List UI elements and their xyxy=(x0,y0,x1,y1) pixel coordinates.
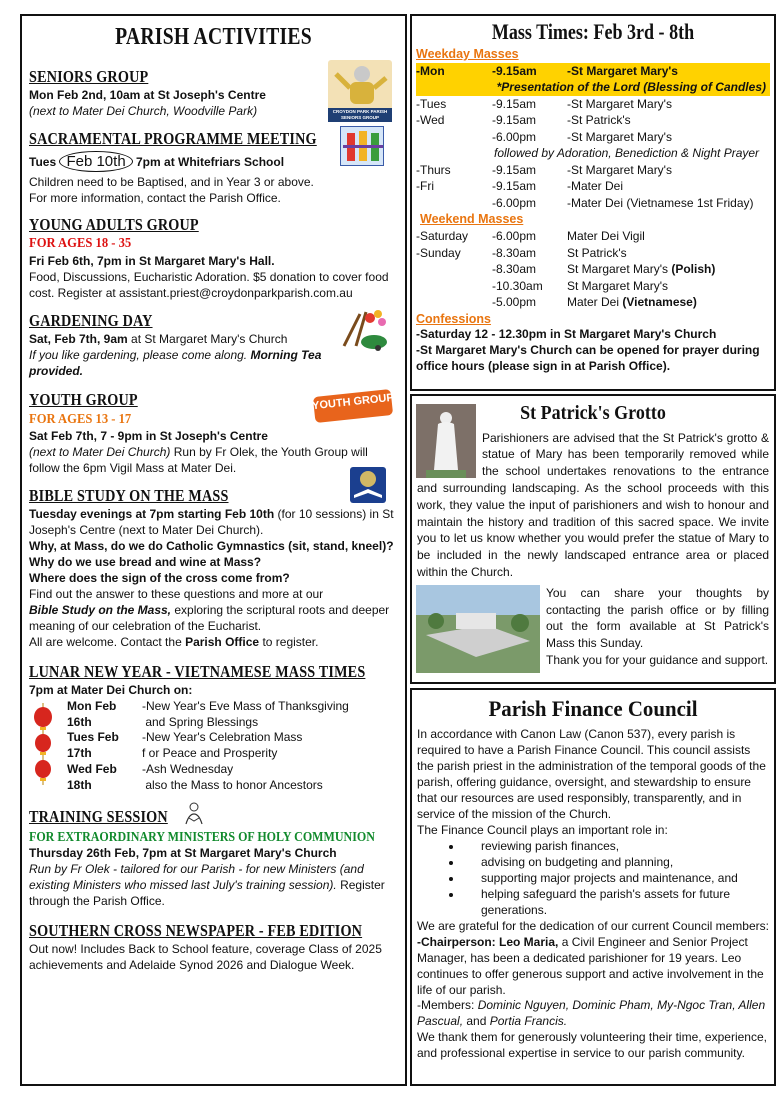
mass-time xyxy=(492,294,567,311)
mass-row xyxy=(416,162,770,179)
church-open-note: -St Margaret Mary's Church can be opened for prayer during office hours (please sign in at Parish Office). xyxy=(416,343,760,374)
finance-role-intro: The Finance Council plays an important role in: xyxy=(417,822,668,837)
finance-role-item: • supporting major projects and maintenance, and xyxy=(463,871,769,887)
seniors-section xyxy=(29,60,398,120)
lunar-row: Wed Feb 18th -Ash Wednesday also the Mass to honor Ancestors xyxy=(67,762,323,793)
youth-section xyxy=(29,383,398,477)
mass-place-text: -Mater Dei (Vietnamese 1st Friday) xyxy=(567,195,754,210)
finance-members: -Members: Dominic Nguyen, Dominic Pham, My-Ngoc Tran, Allen Pascual, and Portia Francis. xyxy=(417,998,766,1029)
mass-place xyxy=(567,278,770,295)
mass-place xyxy=(567,228,770,245)
mass-time xyxy=(492,261,567,278)
mass-day xyxy=(416,162,492,179)
mass-time-text: -9.15am xyxy=(492,162,537,177)
mass-place xyxy=(567,129,770,146)
mass-row xyxy=(416,96,770,113)
mass-time-text: -6.00pm xyxy=(492,129,537,144)
grotto-thanks: Thank you for your guidance and support. xyxy=(546,652,769,667)
young-adults-heading: YOUNG ADULTS GROUP xyxy=(29,214,199,234)
mass-place-text: -St Patrick's xyxy=(567,113,631,128)
newspaper-section xyxy=(29,914,398,974)
mass-day xyxy=(416,195,492,212)
bible-icon xyxy=(350,467,386,503)
mass-time xyxy=(492,278,567,295)
mass-day-text: -Sunday xyxy=(416,245,461,260)
mass-day xyxy=(416,294,492,311)
mass-row xyxy=(416,245,770,262)
lunar-subheading: 7pm at Mater Dei Church on: xyxy=(29,682,193,697)
communion-hands-icon xyxy=(183,802,205,826)
seniors-group-image xyxy=(328,60,392,122)
weekday-mass-list xyxy=(416,63,770,212)
bible-question-1: Why, at Mass, do we do Catholic Gymnastics (sit, stand, kneel)? xyxy=(29,538,394,553)
mass-day xyxy=(416,112,492,129)
parish-activities-panel xyxy=(20,14,407,1086)
weekday-heading: Weekday Masses xyxy=(416,47,519,62)
seniors-location-note: (next to Mater Dei Church, Woodville Park) xyxy=(29,103,258,118)
finance-roles-list xyxy=(455,839,769,919)
mass-time xyxy=(492,112,567,129)
lunar-section xyxy=(29,655,398,795)
mass-row xyxy=(416,278,770,295)
mass-time xyxy=(492,228,567,245)
bible-register: All are welcome. Contact the Parish Office to register. xyxy=(29,634,319,649)
bible-body-1: Find out the answer to these questions and more at our xyxy=(29,586,324,601)
lunar-row: Mon Feb 16th -New Year's Eve Mass of Thanksgiving and Spring Blessings xyxy=(67,698,349,729)
gardening-when: Sat, Feb 7th, 9am at St Margaret Mary's Church xyxy=(29,331,288,346)
bible-when: Tuesday evenings at 7pm starting Feb 10th (for 10 sessions) in St Joseph's Centre (next to Mater Dei Church). xyxy=(29,507,394,538)
youth-when: Sat Feb 7th, 7 - 9pm in St Joseph's Centre xyxy=(29,429,268,444)
finance-grateful: We are grateful for the dedication of our current Council members: xyxy=(417,918,769,933)
confessions-time: -Saturday 12 - 12.30pm in St Margaret Mary's Church xyxy=(416,327,717,342)
mass-time-text: -9.15am xyxy=(492,179,537,194)
mass-place-note: (Vietnamese) xyxy=(622,295,697,309)
training-heading: TRAINING SESSION xyxy=(29,807,168,827)
mass-day xyxy=(416,261,492,278)
mass-time-text: -8.30am xyxy=(492,262,537,276)
mass-day xyxy=(416,129,492,146)
mass-place-text: -St Margaret Mary's xyxy=(567,129,672,144)
training-section xyxy=(29,800,398,910)
mass-time xyxy=(492,178,567,195)
mass-row xyxy=(416,112,770,129)
mass-row xyxy=(416,195,770,212)
gardening-section xyxy=(29,304,398,380)
newspaper-details: Out now! Includes Back to School feature, coverage Class of 2025 achievements and Adelaide Synod 2026 and Dialogue Week. xyxy=(29,941,382,972)
mass-place xyxy=(567,112,770,129)
confessions-heading: Confessions xyxy=(416,311,492,326)
mass-time xyxy=(492,129,567,146)
mass-day xyxy=(416,178,492,195)
mass-place-note: (Polish) xyxy=(671,262,716,276)
mass-day-text: -Mon xyxy=(416,63,445,78)
finance-title: Parish Finance Council xyxy=(488,696,698,721)
youth-logo-text: YOUTH GROUP xyxy=(311,391,395,412)
mass-place xyxy=(567,294,770,311)
mass-place xyxy=(567,245,770,262)
mass-place-text: St Margaret Mary's xyxy=(567,262,672,276)
finance-role-item: • helping safeguard the parish's assets for future generations. xyxy=(463,887,769,919)
grotto-panel xyxy=(410,394,776,684)
mass-place xyxy=(567,63,770,80)
training-details: Run by Fr Olek - tailored for our Parish - for new Ministers (and existing Ministers who missed last July's training session). Register through the Parish Office. xyxy=(29,862,385,909)
bible-question-3: Where does the sign of the cross come from? xyxy=(29,570,290,585)
mass-note xyxy=(416,145,770,162)
mass-day-text: -Tues xyxy=(416,96,447,111)
circled-date: Feb 10th xyxy=(59,151,132,172)
mass-note-text: followed by Adoration, Benediction & Night Prayer xyxy=(494,146,760,161)
mass-time-text: -6.00pm xyxy=(492,195,537,210)
young-adults-section xyxy=(29,208,398,302)
sacramental-requirements: Children need to be Baptised, and in Year 3 or above. xyxy=(29,174,314,189)
young-adults-details: Food, Discussions, Eucharistic Adoration. $5 donation to cover food cost. Register at assistant.priest@croydonparkparish.com.au xyxy=(29,270,389,300)
mass-time xyxy=(492,96,567,113)
mass-row xyxy=(416,261,770,278)
lantern-icon xyxy=(33,703,53,785)
mass-place-text: -St Margaret Mary's xyxy=(567,96,672,111)
page-title: PARISH ACTIVITIES xyxy=(115,24,312,50)
weekend-heading: Weekend Masses xyxy=(420,212,524,227)
mass-row xyxy=(416,294,770,311)
weekend-mass-list xyxy=(416,228,770,311)
sacramental-section xyxy=(29,122,398,207)
mary-statue-image xyxy=(416,404,476,478)
mass-place xyxy=(567,178,770,195)
mass-row xyxy=(416,178,770,195)
mass-place-text: Mater Dei Vigil xyxy=(567,229,645,243)
mass-time-text: -9.15am xyxy=(492,96,537,111)
finance-role-item: • reviewing parish finances, xyxy=(463,839,769,855)
mass-time xyxy=(492,245,567,262)
youth-group-logo xyxy=(312,389,394,423)
lunar-heading: LUNAR NEW YEAR - VIETNAMESE MASS TIMES xyxy=(29,661,366,681)
bible-question-2: Why do we use bread and wine at Mass? xyxy=(29,554,262,569)
seniors-heading: SENIORS GROUP xyxy=(29,66,149,86)
newspaper-heading: SOUTHERN CROSS NEWSPAPER - FEB EDITION xyxy=(29,920,363,940)
mass-note-text: *Presentation of the Lord (Blessing of Candles) xyxy=(496,80,766,95)
mass-place-text: St Margaret Mary's xyxy=(567,278,668,293)
mass-day xyxy=(416,228,492,245)
bible-body-2: Bible Study on the Mass, exploring the scriptural roots and deeper meaning of our celebration of the Eucharist. xyxy=(29,602,390,633)
mass-row xyxy=(416,228,770,245)
mass-day xyxy=(416,63,492,80)
grotto-notice: Parishioners are advised that the St Patrick's grotto & statue of Mary has been temporarily removed while the school undertakes renovations to the entrance and surrounding landscaping. As the school proceeds with this work, they value the input of parishioners and wish to honour and maintain the history and tradition of this sacred space. We invite you to let us know whether you would prefer the statue of Mary to be included in the newly landscaped entrance area or placed within the Church. xyxy=(417,430,769,579)
mass-row xyxy=(416,129,770,146)
mass-place xyxy=(567,195,770,212)
mass-times-panel xyxy=(410,14,776,391)
youth-ages: FOR AGES 13 - 17 xyxy=(29,411,132,427)
young-adults-ages: FOR AGES 18 - 35 xyxy=(29,236,132,252)
mass-place-text: -St Margaret Mary's xyxy=(567,63,678,78)
lunar-row: Tues Feb 17th -New Year's Celebration Mass f or Peace and Prosperity xyxy=(67,730,303,761)
bible-heading: BIBLE STUDY ON THE MASS xyxy=(29,486,229,506)
finance-role-item: • advising on budgeting and planning, xyxy=(463,855,769,871)
mass-day-text: -Thurs xyxy=(416,162,451,177)
sacramental-heading: SACRAMENTAL PROGRAMME MEETING xyxy=(29,128,317,148)
mass-times-title: Mass Times: Feb 3rd - 8th xyxy=(491,19,695,44)
mass-time-text: -6.00pm xyxy=(492,229,537,243)
sacrament-icon xyxy=(340,126,384,166)
training-when: Thursday 26th Feb, 7pm at St Margaret Mary's Church xyxy=(29,846,337,861)
finance-thanks: We thank them for generously volunteering their time, experience, and professional expertise in service to our parish community. xyxy=(417,1030,767,1061)
mass-time-text: -9.15am xyxy=(492,63,537,78)
mass-row xyxy=(416,63,770,80)
mass-place-text: -St Margaret Mary's xyxy=(567,162,672,177)
sacramental-contact: For more information, contact the Parish Office. xyxy=(29,190,281,205)
mass-time-text: -8.30am xyxy=(492,245,537,260)
mass-day xyxy=(416,96,492,113)
young-adults-when: Fri Feb 6th, 7pm in St Margaret Mary's Hall. xyxy=(29,254,275,269)
mass-time-text: -9.15am xyxy=(492,113,537,128)
youth-heading: YOUTH GROUP xyxy=(29,389,138,409)
seniors-badge-text: CROYDON PARK PARISH SENIORS GROUP xyxy=(332,108,388,120)
sacramental-when: Tues Feb 10th 7pm at Whitefriars School xyxy=(29,152,285,170)
training-subheading: FOR EXTRAORDINARY MINISTERS OF HOLY COMMUNION xyxy=(29,829,375,845)
mass-place xyxy=(567,96,770,113)
mass-place-text: -Mater Dei xyxy=(567,179,624,194)
grotto-title: St Patrick's Grotto xyxy=(520,402,666,424)
mass-day-text: -Saturday xyxy=(416,229,469,243)
mass-place-text: Mater Dei xyxy=(567,295,623,309)
mass-day-text: -Fri xyxy=(416,179,434,194)
seniors-when: Mon Feb 2nd, 10am at St Joseph's Centre xyxy=(29,87,266,102)
mass-place-text: St Patrick's xyxy=(567,245,627,260)
bible-study-section xyxy=(29,479,398,651)
grotto-feedback: You can share your thoughts by contacting the parish office or by filling out the form available at St Patrick's Mass this Sunday. xyxy=(546,585,769,651)
mass-time-text: -10.30am xyxy=(492,278,543,293)
mass-place xyxy=(567,261,770,278)
mass-time-text: -5.00pm xyxy=(492,295,537,309)
mass-time xyxy=(492,195,567,212)
school-entrance-image xyxy=(416,585,540,673)
mass-note xyxy=(416,79,770,96)
mass-time xyxy=(492,162,567,179)
finance-council-panel xyxy=(410,688,776,1086)
youth-details: (next to Mater Dei Church) Run by Fr Olek, the Youth Group will follow the 6pm Vigil Mass at Mater Dei. xyxy=(29,445,368,476)
finance-intro: In accordance with Canon Law (Canon 537), every parish is required to have a Parish Finance Council. This council assists the parish priest in the administration of the temporal goods of the parish, offering guidance, oversight, and stewardship to ensure that our resources are used responsibly, transparently, and in service of the mission of the Church. xyxy=(417,727,766,822)
mass-place xyxy=(567,162,770,179)
gardening-tools-icon xyxy=(338,306,390,352)
mass-day xyxy=(416,278,492,295)
gardening-invite: If you like gardening, please come along. Morning Tea provided. xyxy=(29,347,322,378)
finance-chairperson: -Chairperson: Leo Maria, a Civil Engineer and Senior Project Manager, has been a dedicated parishioner for 19 years. Leo continues to offer generous support and active involvement in the life of our parish. xyxy=(417,934,764,997)
gardening-heading: GARDENING DAY xyxy=(29,310,153,330)
mass-day-text: -Wed xyxy=(416,113,445,128)
mass-time xyxy=(492,63,567,80)
mass-day xyxy=(416,245,492,262)
